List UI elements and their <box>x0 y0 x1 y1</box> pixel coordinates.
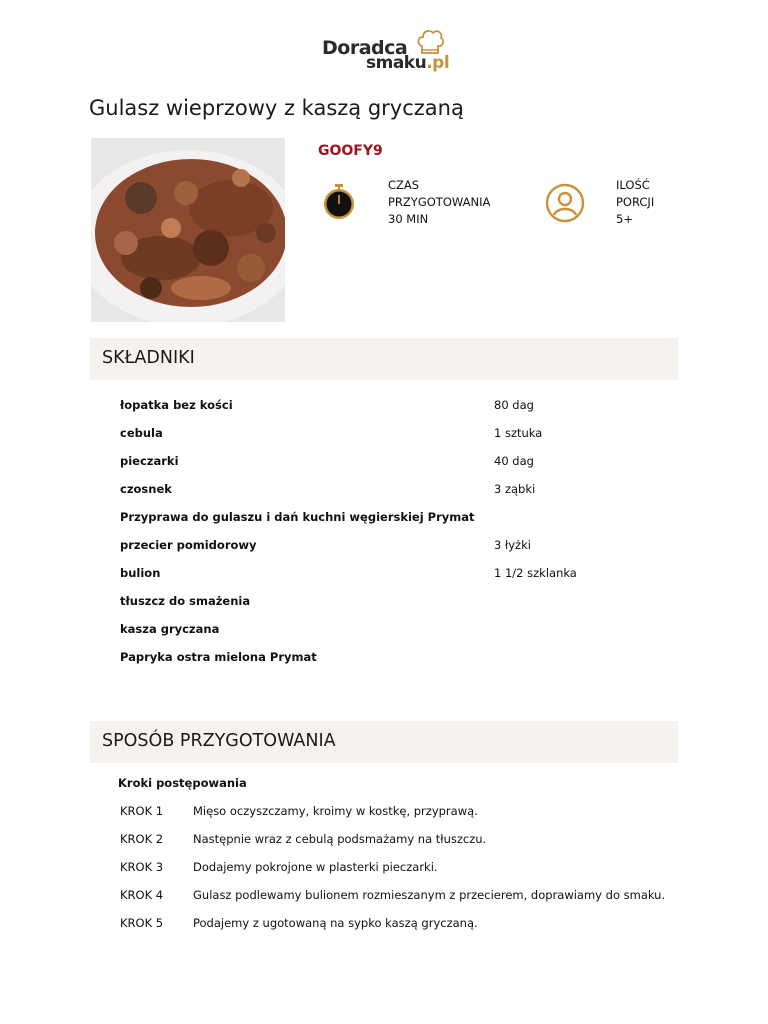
ingredient-name: kasza gryczana <box>120 622 220 636</box>
logo-domain: .pl <box>426 53 450 73</box>
ingredient-name: przecier pomidorowy <box>120 538 257 552</box>
recipe-photo <box>91 138 285 322</box>
ingredient-qty: 3 łyżki <box>494 538 531 552</box>
ingredient-name: cebula <box>120 426 163 440</box>
step-text: Dodajemy pokrojone w plasterki pieczarki. <box>193 860 438 874</box>
servings-value: 5+ <box>616 212 633 226</box>
servings-label-1: ILOŚĆ <box>616 178 650 192</box>
time-value: 30 MIN <box>388 212 429 226</box>
servings-stat <box>616 177 654 228</box>
ingredient-name: łopatka bez kości <box>120 398 233 412</box>
ingredients-header <box>90 338 678 380</box>
step-label: KROK 1 <box>120 804 164 818</box>
step-label: KROK 2 <box>120 832 164 846</box>
chef-hat-icon <box>416 28 444 58</box>
time-label-2: PRZYGOTOWANIA <box>388 195 491 209</box>
steps-subheading: Kroki postępowania <box>118 776 247 790</box>
ingredients-heading: SKŁADNIKI <box>102 348 195 368</box>
recipe-author[interactable]: GOOFY9 <box>318 143 383 159</box>
ingredient-qty: 80 dag <box>494 398 534 412</box>
ingredient-name: czosnek <box>120 482 172 496</box>
ingredient-qty: 3 ząbki <box>494 482 536 496</box>
logo-text-line1: Doradca <box>322 37 408 59</box>
preparation-heading: SPOSÓB PRZYGOTOWANIA <box>102 731 336 751</box>
ingredient-name: tłuszcz do smażenia <box>120 594 251 608</box>
servings-label-2: PORCJI <box>616 195 655 209</box>
step-text: Gulasz podlewamy bulionem rozmieszanym z przecierem, doprawiamy do smaku. <box>193 888 666 902</box>
step-text: Następnie wraz z cebulą podsmażamy na tłuszczu. <box>193 832 487 846</box>
preparation-header <box>90 721 678 763</box>
ingredient-qty: 1 sztuka <box>494 426 543 440</box>
ingredient-qty: 40 dag <box>494 454 534 468</box>
ingredient-name: Przyprawa do gulaszu i dań kuchni węgierskiej Prymat <box>120 510 475 524</box>
logo-text-line2: smaku.pl <box>366 53 450 73</box>
site-logo[interactable] <box>322 28 452 74</box>
ingredient-name: Papryka ostra mielona Prymat <box>120 650 317 664</box>
user-icon <box>545 183 585 223</box>
step-label: KROK 5 <box>120 916 164 930</box>
stopwatch-icon <box>321 183 357 221</box>
step-text: Mięso oczyszczamy, kroimy w kostkę, przyprawą. <box>193 804 478 818</box>
step-label: KROK 3 <box>120 860 164 874</box>
ingredient-name: pieczarki <box>120 454 179 468</box>
ingredient-qty: 1 1/2 szklanka <box>494 566 577 580</box>
time-label-1: CZAS <box>388 178 420 192</box>
step-label: KROK 4 <box>120 888 164 902</box>
recipe-title: Gulasz wieprzowy z kaszą gryczaną <box>89 96 464 120</box>
step-text: Podajemy z ugotowaną na sypko kaszą gryczaną. <box>193 916 478 930</box>
time-stat <box>388 177 490 228</box>
ingredient-name: bulion <box>120 566 161 580</box>
